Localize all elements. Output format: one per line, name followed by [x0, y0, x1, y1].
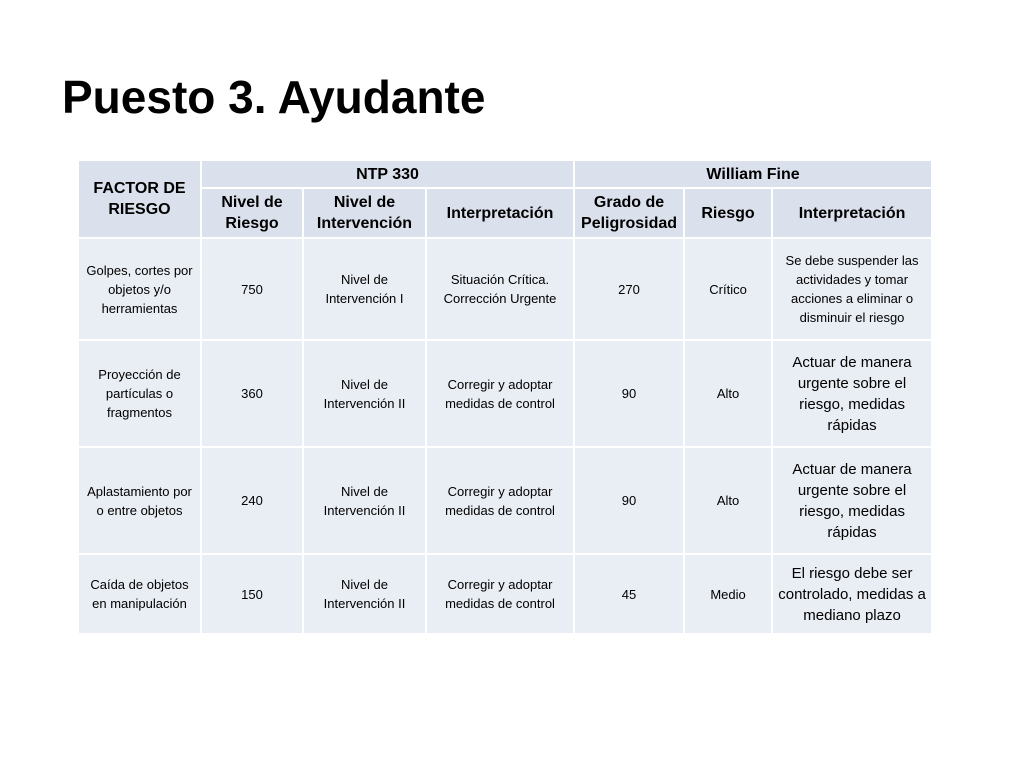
cell-riesgo: Alto	[684, 447, 772, 554]
cell-riesgo: Medio	[684, 554, 772, 634]
cell-nivel-intervencion: Nivel de Intervención II	[303, 554, 426, 634]
slide-title: Puesto 3. Ayudante	[62, 71, 486, 123]
cell-nivel-riesgo: 150	[201, 554, 303, 634]
header-ntp: NTP 330	[201, 160, 574, 188]
header-fine: William Fine	[574, 160, 932, 188]
risk-table	[77, 159, 933, 635]
header-nivel-riesgo: Nivel de Riesgo	[201, 188, 303, 238]
cell-nivel-intervencion: Nivel de Intervención I	[303, 238, 426, 340]
header-grado: Grado de Peligrosidad	[574, 188, 684, 238]
cell-interpretacion-fine: Actuar de manera urgente sobre el riesgo, medidas rápidas	[772, 340, 932, 447]
header-interpretacion-ntp: Interpretación	[426, 188, 574, 238]
cell-grado: 90	[574, 340, 684, 447]
cell-grado: 90	[574, 447, 684, 554]
cell-interpretacion: Corregir y adoptar medidas de control	[426, 447, 574, 554]
table-row	[78, 238, 932, 340]
table-row	[78, 340, 932, 447]
cell-nivel-intervencion: Nivel de Intervención II	[303, 340, 426, 447]
table-row	[78, 447, 932, 554]
cell-nivel-intervencion: Nivel de Intervención II	[303, 447, 426, 554]
table-row	[78, 554, 932, 634]
table-body	[78, 238, 932, 634]
header-nivel-intervencion: Nivel de Intervención	[303, 188, 426, 238]
cell-nivel-riesgo: 240	[201, 447, 303, 554]
cell-factor: Caída de objetos en manipulación	[78, 554, 201, 634]
cell-grado: 270	[574, 238, 684, 340]
cell-interpretacion-fine: Actuar de manera urgente sobre el riesgo, medidas rápidas	[772, 447, 932, 554]
header-row-columns	[78, 188, 932, 238]
cell-interpretacion: Corregir y adoptar medidas de control	[426, 554, 574, 634]
cell-grado: 45	[574, 554, 684, 634]
cell-interpretacion: Corregir y adoptar medidas de control	[426, 340, 574, 447]
cell-factor: Proyección de partículas o fragmentos	[78, 340, 201, 447]
header-riesgo: Riesgo	[684, 188, 772, 238]
cell-nivel-riesgo: 750	[201, 238, 303, 340]
header-interpretacion-fine: Interpretación	[772, 188, 932, 238]
table-header	[78, 160, 932, 238]
cell-interpretacion-fine: El riesgo debe ser controlado, medidas a mediano plazo	[772, 554, 932, 634]
cell-riesgo: Crítico	[684, 238, 772, 340]
header-row-groups	[78, 160, 932, 188]
header-factor: FACTOR DE RIESGO	[78, 160, 201, 238]
cell-nivel-riesgo: 360	[201, 340, 303, 447]
cell-interpretacion-fine: Se debe suspender las actividades y tomar acciones a eliminar o disminuir el riesgo	[772, 238, 932, 340]
cell-riesgo: Alto	[684, 340, 772, 447]
cell-interpretacion: Situación Crítica. Corrección Urgente	[426, 238, 574, 340]
cell-factor: Aplastamiento por o entre objetos	[78, 447, 201, 554]
cell-factor: Golpes, cortes por objetos y/o herramientas	[78, 238, 201, 340]
